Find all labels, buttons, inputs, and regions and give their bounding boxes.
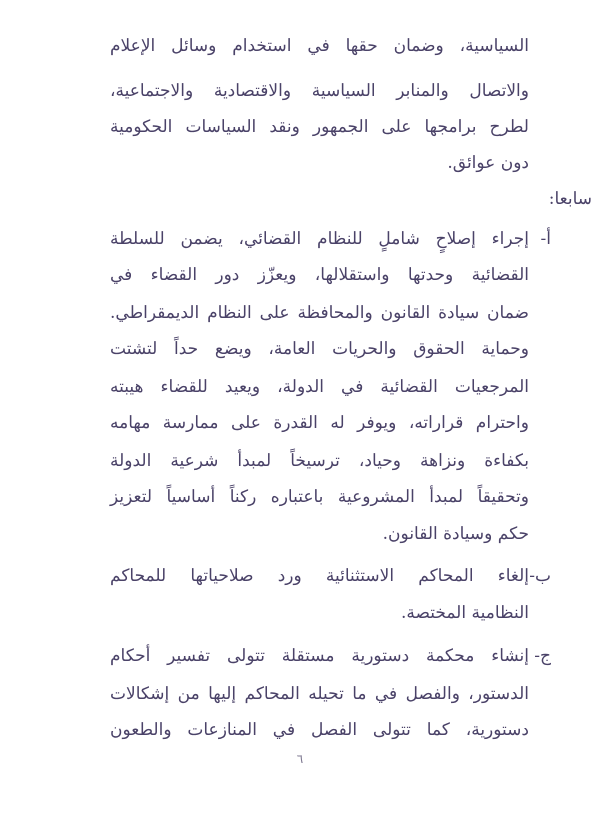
intro-line: السياسية، وضمان حقها في استخدام وسائل الإعلام	[110, 36, 529, 56]
item-line: القضائية وحدتها واستقلالها، ويعزّز دور القضاء في	[110, 265, 529, 285]
item-line: واحترام قراراته، ويوفر له القدرة على ممارسة مهامه	[110, 413, 529, 433]
item-line: وتحقيقاً لمبدأ المشروعية باعتباره ركناً أساسياً لتعزيز	[110, 487, 529, 507]
item-line: النظامية المختصة.	[400, 603, 529, 623]
item-line: الدستور، والفصل في ما تحيله المحاكم إليها من إشكالات	[110, 684, 529, 704]
item-line: إنشاء محكمة دستورية مستقلة تتولى تفسير أحكام	[110, 646, 529, 666]
item-line: حكم وسيادة القانون.	[382, 524, 529, 544]
item-line: إجراء إصلاحٍ شاملٍ للنظام القضائي، يضمن للسلطة	[110, 229, 529, 249]
intro-line: والاتصال والمنابر السياسية والاقتصادية والاجتماعية،	[110, 81, 529, 101]
item-line: المرجعيات القضائية في الدولة، ويعيد للقضاء هيبته	[110, 377, 529, 397]
item-line: وحماية الحقوق والحريات العامة، ويضع حداً لتشتت	[110, 339, 529, 359]
item-label: ب-	[529, 566, 551, 586]
item-line: بكفاءة ونزاهة وحياد، ترسيخاً لمبدأ شرعية الدولة	[110, 451, 529, 471]
page-number: ٦	[296, 752, 304, 766]
item-line: دستورية، كما تتولى الفصل في المنازعات والطعون	[110, 720, 529, 740]
section-heading: سابعا:	[548, 189, 592, 209]
item-label: ج-	[534, 646, 551, 666]
item-line: إلغاء المحاكم الاستثنائية ورد صلاحياتها للمحاكم	[110, 566, 529, 586]
item-line: ضمان سيادة القانون والمحافظة على النظام الديمقراطي.	[110, 303, 529, 323]
item-label: أ-	[540, 229, 551, 249]
intro-line: لطرح برامجها على الجمهور ونقد السياسات الحكومية	[110, 117, 529, 137]
intro-line: دون عوائق.	[447, 153, 529, 173]
